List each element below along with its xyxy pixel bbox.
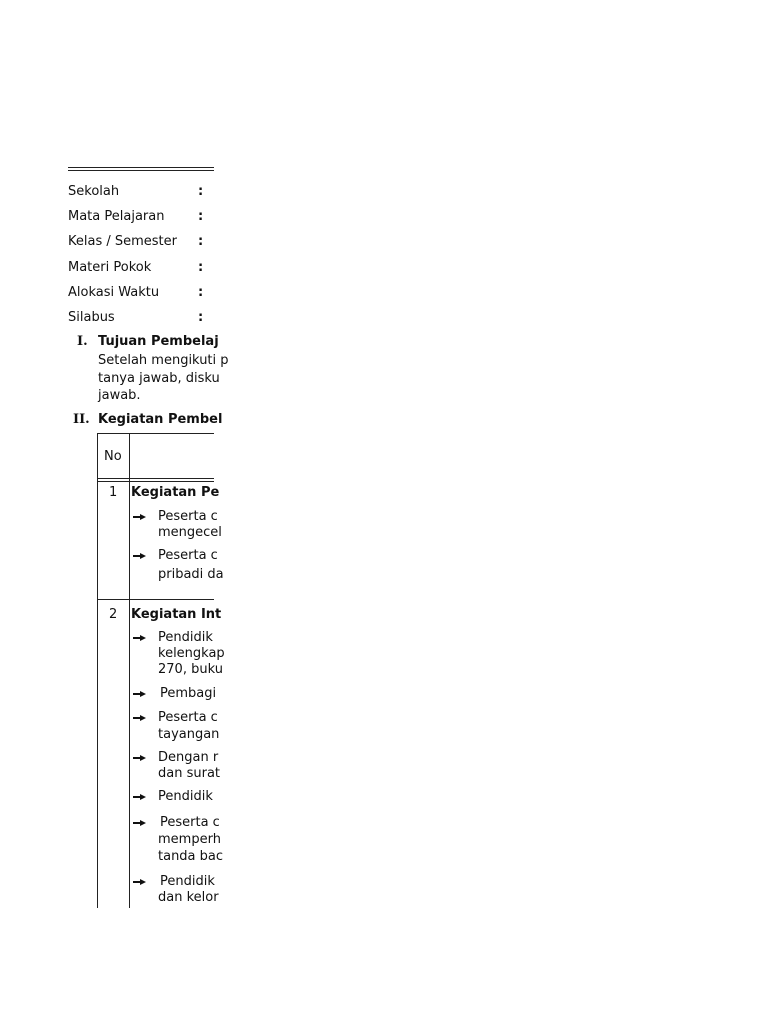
row-2-bullet-1-line-3: 270, buku: [158, 662, 223, 677]
table-header-rule-2: [97, 481, 214, 482]
row-2-no: 2: [109, 607, 118, 622]
row-2-bullet-6-line-2: memperh: [158, 832, 221, 847]
row-1-bullet-2-line-2: pribadi da: [158, 567, 224, 582]
section-1-title: Tujuan Pembelaj: [98, 334, 219, 349]
table-border-top: [97, 433, 214, 434]
label-sekolah: Sekolah: [68, 184, 120, 199]
pointing-hand-icon: [133, 754, 147, 762]
section-2-title: Kegiatan Pembel: [98, 412, 223, 427]
row-2-bullet-6-line-1: Peserta c: [160, 815, 220, 830]
label-silabus: Silabus: [68, 310, 115, 325]
colon-sekolah: :: [198, 184, 204, 199]
row-2-bullet-7-line-1: Pendidik: [160, 874, 215, 889]
row-2-bullet-6-line-3: tanda bac: [158, 849, 224, 864]
pointing-hand-icon: [133, 634, 147, 642]
label-alokasi-waktu: Alokasi Waktu: [68, 285, 160, 300]
row-1-no: 1: [109, 485, 118, 500]
section-1-line-2: tanya jawab, disku: [98, 371, 220, 386]
row-2-bullet-3-line-2: tayangan: [158, 727, 220, 742]
colon-materi-pokok: :: [198, 260, 204, 275]
pointing-hand-icon: [133, 793, 147, 801]
document-page: [0, 0, 229, 1024]
table-column-divider: [129, 433, 130, 908]
row-1-title: Kegiatan Pe: [131, 485, 220, 500]
row-2-bullet-4-line-1: Dengan r: [158, 750, 219, 765]
table-header-no: No: [104, 449, 122, 464]
table-header-rule-1: [97, 478, 214, 479]
row-2-bullet-7-line-2: dan kelor: [158, 890, 219, 905]
row-1-bullet-1-line-1: Peserta c: [158, 509, 218, 524]
pointing-hand-icon: [133, 513, 147, 521]
section-2-number: II.: [73, 412, 90, 427]
header-rule-top: [68, 167, 214, 168]
section-1-line-3: jawab.: [98, 388, 141, 403]
colon-alokasi-waktu: :: [198, 285, 204, 300]
table-border-left: [97, 433, 98, 908]
row-2-title: Kegiatan Int: [131, 607, 222, 622]
row-2-bullet-2-line-1: Pembagi: [160, 686, 217, 701]
pointing-hand-icon: [133, 819, 147, 827]
section-1-line-1: Setelah mengikuti p: [98, 353, 229, 368]
row-2-bullet-3-line-1: Peserta c: [158, 710, 218, 725]
row-2-bullet-1-line-2: kelengkap: [158, 646, 225, 661]
pointing-hand-icon: [133, 878, 147, 886]
colon-silabus: :: [198, 310, 204, 325]
pointing-hand-icon: [133, 552, 147, 560]
colon-mata-pelajaran: :: [198, 209, 204, 224]
colon-kelas-semester: :: [198, 234, 204, 249]
row-2-bullet-5-line-1: Pendidik: [158, 789, 213, 804]
row-2-bullet-1-line-1: Pendidik: [158, 630, 213, 645]
table-row-divider: [97, 599, 214, 600]
label-kelas-semester: Kelas / Semester: [68, 234, 177, 249]
header-rule-bottom: [68, 170, 214, 171]
row-1-bullet-2-line-1: Peserta c: [158, 548, 218, 563]
pointing-hand-icon: [133, 690, 147, 698]
row-2-bullet-4-line-2: dan surat: [158, 766, 221, 781]
row-1-bullet-1-line-2: mengecel: [158, 525, 222, 540]
section-1-number: I.: [77, 334, 88, 349]
label-materi-pokok: Materi Pokok: [68, 260, 152, 275]
pointing-hand-icon: [133, 714, 147, 722]
label-mata-pelajaran: Mata Pelajaran: [68, 209, 165, 224]
